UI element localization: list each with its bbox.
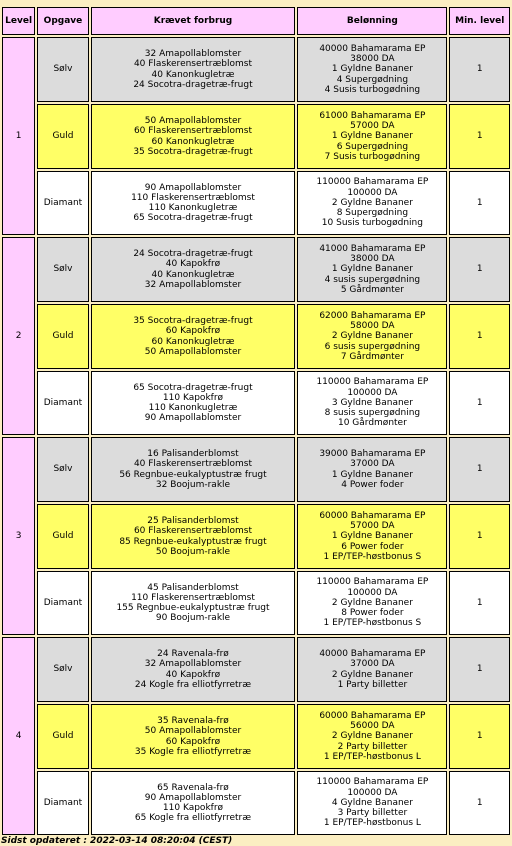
required-item: 65 Socotra-dragetræ-frugt	[133, 213, 253, 224]
reward-item: 6 susis supergødning	[324, 341, 421, 352]
reward-item: 1 EP/TEP-høstbonus L	[323, 751, 421, 762]
reward-item: 38000 DA	[350, 54, 395, 65]
task-tier-cell: Diamant	[37, 571, 88, 635]
level-cell: 1	[2, 37, 35, 235]
reward-item: 4 Gyldne Bananer	[331, 797, 413, 808]
min-level-cell: 1	[449, 37, 510, 102]
reward-item: 4 Power foder	[341, 479, 404, 490]
reward-item: 4 susis supergødning	[324, 274, 421, 285]
table-row	[2, 771, 510, 835]
required-cell	[91, 571, 296, 635]
reward-item: 2 Gyldne Bananer	[331, 597, 413, 608]
required-item: 32 Boojum-rakle	[155, 479, 231, 490]
reward-item: 1 Gyldne Bananer	[331, 531, 413, 542]
required-cell	[91, 304, 296, 369]
task-tier-cell: Sølv	[37, 37, 88, 102]
min-level-cell: 1	[449, 704, 510, 769]
required-item: 110 Kanonkugletræ	[148, 203, 238, 213]
task-tier-cell: Guld	[37, 104, 88, 169]
table-row	[2, 637, 510, 702]
required-item: 45 Palisanderblomst	[147, 582, 239, 593]
header-task: Opgave	[37, 7, 88, 35]
table-row	[2, 704, 510, 769]
reward-item: 1 EP/TEP-høstbonus S	[323, 551, 422, 562]
reward-item: 1 EP/TEP-høstbonus L	[323, 818, 421, 829]
reward-cell	[297, 437, 447, 502]
reward-item: 58000 DA	[350, 321, 395, 332]
reward-item: 10 Susis turbogødning	[321, 218, 423, 229]
required-item: 50 Amapollablomster	[144, 726, 242, 737]
table-row	[2, 371, 510, 435]
required-cell	[91, 371, 296, 435]
required-item: 40 Kanonkugletræ	[151, 269, 235, 280]
header-row	[2, 7, 510, 35]
required-item: 50 Boojum-rakle	[155, 546, 231, 557]
table-row	[2, 237, 510, 302]
required-item: 110 Kanonkugletræ	[148, 403, 238, 413]
header-required: Krævet forbrug	[91, 7, 296, 35]
reward-item: 60000 Bahamarama EP	[319, 510, 426, 521]
reward-item: 2 Gyldne Bananer	[331, 197, 413, 208]
reward-item: 1 Gyldne Bananer	[331, 469, 413, 480]
required-item: 50 Amapollablomster	[144, 346, 242, 357]
task-tier-cell: Diamant	[37, 771, 88, 835]
required-item: 90 Amapollablomster	[144, 413, 242, 424]
reward-item: 100000 DA	[347, 187, 398, 198]
required-item: 60 Kanonkugletræ	[151, 336, 235, 347]
table-row	[2, 504, 510, 569]
header-level: Level	[2, 7, 35, 35]
table-row	[2, 104, 510, 169]
level-cell: 2	[2, 237, 35, 435]
reward-item: 110000 Bahamarama EP	[316, 777, 429, 788]
reward-item: 100000 DA	[347, 587, 398, 598]
reward-item: 7 Susis turbogødning	[324, 151, 421, 162]
required-item: 35 Socotra-dragetræ-frugt	[133, 316, 253, 327]
required-cell	[91, 237, 296, 302]
table-body	[2, 37, 510, 835]
page	[0, 5, 512, 846]
reward-item: 37000 DA	[350, 459, 395, 470]
required-item: 90 Boojum-rakle	[155, 613, 231, 624]
header-reward: Belønning	[297, 7, 447, 35]
min-level-cell: 1	[449, 437, 510, 502]
required-item: 110 Kapokfrø	[162, 392, 224, 403]
reward-item: 2 Party billetter	[337, 741, 408, 752]
reward-item: 57000 DA	[350, 521, 395, 532]
task-tier-cell: Guld	[37, 504, 88, 569]
task-tier-cell: Sølv	[37, 237, 88, 302]
required-item: 35 Socotra-dragetræ-frugt	[133, 146, 253, 157]
reward-item: 57000 DA	[350, 121, 395, 132]
reward-item: 110000 Bahamarama EP	[316, 177, 429, 188]
reward-item: 110000 Bahamarama EP	[316, 577, 429, 588]
reward-item: 6 Power foder	[341, 541, 404, 552]
required-item: 32 Amapollablomster	[144, 659, 242, 670]
task-tier-cell: Guld	[37, 304, 88, 369]
reward-item: 60000 Bahamarama EP	[319, 710, 426, 721]
required-item: 60 Flaskerensertræblomst	[133, 526, 253, 537]
reward-item: 6 Supergødning	[336, 141, 409, 152]
required-item: 60 Flaskerensertræblomst	[133, 126, 253, 137]
reward-item: 100000 DA	[347, 387, 398, 398]
required-item: 60 Kapokfrø	[165, 326, 221, 337]
table-row	[2, 171, 510, 235]
header-min-level: Min. level	[449, 7, 510, 35]
required-item: 24 Socotra-dragetræ-frugt	[133, 79, 253, 90]
table-row	[2, 37, 510, 102]
reward-cell	[297, 237, 447, 302]
reward-cell	[297, 571, 447, 635]
required-item: 40 Flaskerensertræblomst	[133, 459, 253, 470]
table-row	[2, 571, 510, 635]
min-level-cell: 1	[449, 304, 510, 369]
level-cell: 4	[2, 637, 35, 835]
required-cell	[91, 171, 296, 235]
reward-item: 40000 Bahamarama EP	[319, 649, 426, 660]
required-item: 60 Kapokfrø	[165, 736, 221, 747]
required-item: 24 Socotra-dragetræ-frugt	[133, 249, 253, 260]
required-cell	[91, 637, 296, 702]
reward-cell	[297, 37, 447, 102]
min-level-cell: 1	[449, 237, 510, 302]
required-item: 65 Kogle fra elliotfyrretræ	[134, 813, 252, 824]
required-cell	[91, 437, 296, 502]
reward-item: 10 Gårdmønter	[337, 418, 407, 429]
required-cell	[91, 504, 296, 569]
required-item: 110 Flaskerensertræblomst	[131, 192, 255, 203]
required-cell	[91, 37, 296, 102]
level-cell: 3	[2, 437, 35, 635]
task-tier-cell: Sølv	[37, 637, 88, 702]
required-item: 32 Amapollablomster	[144, 49, 242, 60]
min-level-cell: 1	[449, 171, 510, 235]
reward-item: 61000 Bahamarama EP	[319, 110, 426, 121]
required-item: 155 Regnbue-eukalyptustræ frugt	[116, 603, 270, 613]
required-cell	[91, 104, 296, 169]
required-item: 65 Ravenala-frø	[157, 782, 229, 793]
reward-item: 8 Power foder	[341, 608, 404, 619]
task-tier-cell: Guld	[37, 704, 88, 769]
reward-item: 41000 Bahamarama EP	[319, 243, 426, 254]
reward-item: 4 Susis turbogødning	[324, 84, 421, 95]
required-item: 32 Amapollablomster	[144, 279, 242, 290]
required-item: 35 Kogle fra elliotfyrretræ	[134, 746, 252, 757]
required-item: 90 Amapollablomster	[144, 792, 242, 803]
reward-item: 56000 DA	[350, 721, 395, 732]
reward-item: 37000 DA	[350, 659, 395, 670]
reward-item: 1 Gyldne Bananer	[331, 131, 413, 142]
reward-cell	[297, 171, 447, 235]
reward-cell	[297, 504, 447, 569]
reward-item: 8 Supergødning	[336, 208, 409, 219]
required-item: 65 Socotra-dragetræ-frugt	[133, 382, 253, 393]
required-item: 40 Flaskerensertræblomst	[133, 59, 253, 70]
task-tier-cell: Sølv	[37, 437, 88, 502]
reward-item: 2 Gyldne Bananer	[331, 669, 413, 680]
reward-item: 110000 Bahamarama EP	[316, 377, 429, 388]
reward-item: 1 Party billetter	[337, 679, 408, 690]
min-level-cell: 1	[449, 504, 510, 569]
required-item: 25 Palisanderblomst	[147, 516, 239, 527]
table-row	[2, 437, 510, 502]
reward-item: 1 Gyldne Bananer	[331, 64, 413, 75]
task-tier-cell: Diamant	[37, 171, 88, 235]
reward-item: 62000 Bahamarama EP	[319, 310, 426, 321]
reward-item: 38000 DA	[350, 254, 395, 265]
min-level-cell: 1	[449, 771, 510, 835]
min-level-cell: 1	[449, 104, 510, 169]
reward-item: 2 Gyldne Bananer	[331, 731, 413, 742]
reward-item: 3 Gyldne Bananer	[331, 397, 413, 408]
required-item: 56 Regnbue-eukalyptustræ frugt	[119, 469, 267, 480]
required-item: 40 Kapokfrø	[165, 669, 221, 680]
last-updated: Sidst opdateret : 2022-03-14 08:20:04 (CEST)	[1, 836, 233, 846]
reward-cell	[297, 371, 447, 435]
reward-item: 3 Party billetter	[337, 808, 408, 819]
required-item: 110 Flaskerensertræblomst	[131, 592, 255, 603]
required-item: 50 Amapollablomster	[144, 116, 242, 127]
reward-item: 1 EP/TEP-høstbonus S	[323, 618, 422, 629]
reward-cell	[297, 304, 447, 369]
reward-item: 40000 Bahamarama EP	[319, 43, 426, 54]
reward-item: 8 susis supergødning	[324, 408, 421, 419]
table-row	[2, 304, 510, 369]
min-level-cell: 1	[449, 571, 510, 635]
reward-cell	[297, 637, 447, 702]
required-item: 60 Kanonkugletræ	[151, 136, 235, 147]
required-item: 24 Ravenala-frø	[157, 649, 229, 660]
reward-cell	[297, 771, 447, 835]
min-level-cell: 1	[449, 371, 510, 435]
min-level-cell: 1	[449, 637, 510, 702]
required-item: 24 Kogle fra elliotfyrretræ	[134, 679, 252, 690]
reward-cell	[297, 704, 447, 769]
required-item: 85 Regnbue-eukalyptustræ frugt	[119, 536, 267, 547]
reward-item: 7 Gårdmønter	[340, 351, 404, 362]
reward-item: 100000 DA	[347, 787, 398, 798]
rewards-table	[0, 5, 512, 837]
required-cell	[91, 704, 296, 769]
required-item: 90 Amapollablomster	[144, 182, 242, 193]
reward-item: 1 Gyldne Bananer	[331, 264, 413, 275]
required-item: 110 Kapokfrø	[162, 803, 224, 813]
reward-cell	[297, 104, 447, 169]
task-tier-cell: Diamant	[37, 371, 88, 435]
required-item: 16 Palisanderblomst	[147, 449, 239, 460]
required-item: 35 Ravenala-frø	[157, 716, 229, 727]
reward-item: 5 Gårdmønter	[340, 284, 404, 295]
reward-item: 2 Gyldne Bananer	[331, 331, 413, 342]
required-item: 40 Kanonkugletræ	[151, 69, 235, 80]
reward-item: 39000 Bahamarama EP	[319, 449, 426, 460]
reward-item: 4 Supergødning	[336, 74, 409, 85]
required-cell	[91, 771, 296, 835]
required-item: 40 Kapokfrø	[165, 259, 221, 270]
